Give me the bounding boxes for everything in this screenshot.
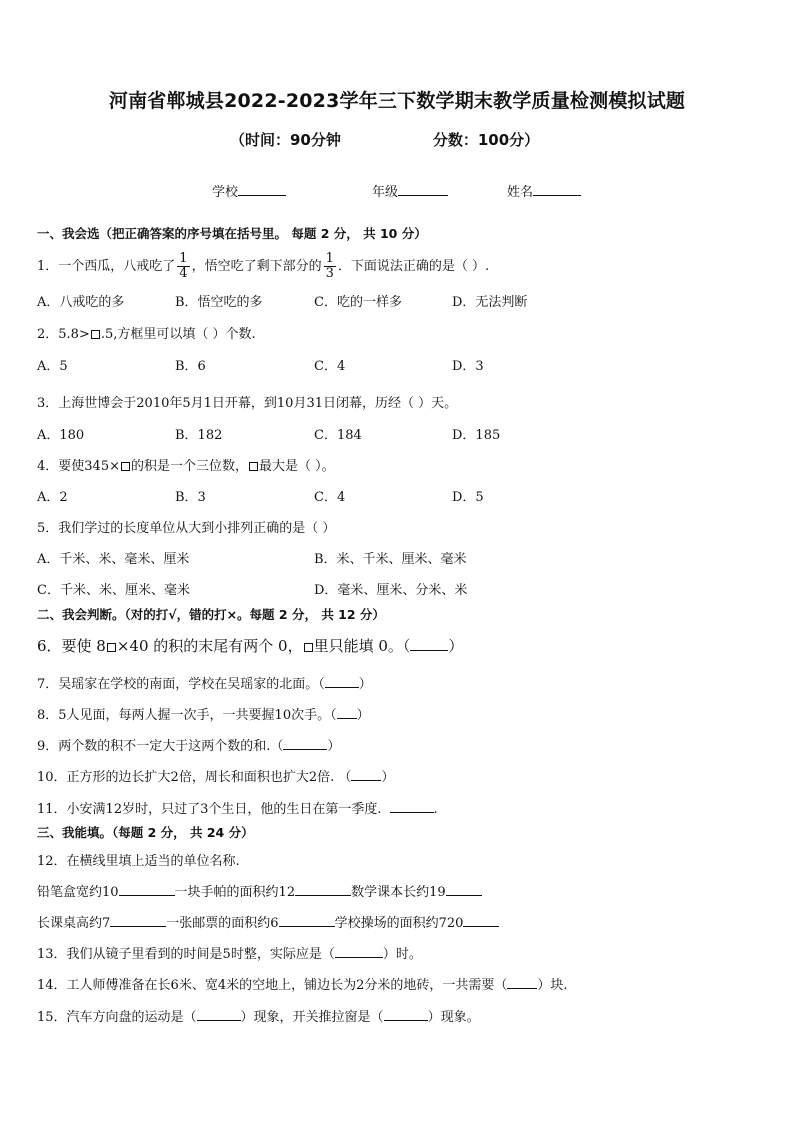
fraction-one-quarter: $\frac{1}{4}$ bbox=[179, 251, 188, 281]
page-title: 河南省郸城县2022-2023学年三下数学期末教学质量检测模拟试题 bbox=[108, 90, 686, 112]
question-10: 10．正方形的边长扩大2倍，周长和面积也扩大2倍. （ ） bbox=[37, 770, 395, 785]
q1-option-b: B．悟空吃的多 bbox=[175, 295, 263, 310]
q3-option-d: D．185 bbox=[452, 428, 501, 443]
question-2: 2．5.8> .5,方框里可以填（ ）个数. bbox=[37, 327, 256, 342]
question-9: 9．两个数的积不一定大于这两个数的和.（ ） bbox=[37, 739, 341, 754]
answer-blank[interactable] bbox=[325, 675, 359, 688]
q4-option-d: D．5 bbox=[452, 490, 484, 505]
exam-time: （时间：90分钟 bbox=[230, 131, 341, 149]
q5-option-d: D．毫米、厘米、分米、米 bbox=[314, 583, 468, 598]
question-5: 5．我们学过的长度单位从大到小排列正确的是（ ） bbox=[37, 521, 336, 536]
fraction-one-third: $\frac{1}{3}$ bbox=[325, 251, 334, 281]
q12-row-2: 长课桌高约7 一张邮票的面积约6 学校操场的面积约720 bbox=[37, 912, 499, 931]
q4-option-a: A．2 bbox=[37, 490, 68, 505]
answer-blank[interactable] bbox=[197, 1008, 241, 1021]
question-12: 12．在横线里填上适当的单位名称. bbox=[37, 854, 240, 869]
blank-box bbox=[107, 643, 116, 652]
answer-blank[interactable] bbox=[283, 737, 327, 750]
section3-heading: 三、我能填。（每题 2 分， 共 24 分） bbox=[37, 825, 254, 840]
q5-option-c: C．千米、米、厘米、毫米 bbox=[37, 583, 190, 598]
answer-blank[interactable] bbox=[351, 768, 381, 781]
exam-score: 分数：100分） bbox=[432, 131, 540, 149]
answer-blank[interactable] bbox=[337, 706, 357, 719]
q3-option-c: C．184 bbox=[314, 428, 362, 443]
question-6: 6．要使 8 ×40 的积的末尾有两个 0， 里只能填 0。（ ） bbox=[37, 637, 464, 655]
q2-option-b: B．6 bbox=[175, 359, 206, 374]
q5-option-a: A．千米、米、毫米、厘米 bbox=[37, 552, 190, 567]
q4-option-c: C．4 bbox=[314, 490, 346, 505]
q1-option-d: D．无法判断 bbox=[452, 295, 528, 310]
question-13: 13．我们从镜子里看到的时间是5时整，实际应是（ ）时。 bbox=[37, 947, 422, 962]
answer-blank[interactable] bbox=[279, 914, 335, 927]
answer-blank[interactable] bbox=[390, 800, 434, 813]
blank-box bbox=[91, 330, 100, 339]
blank-box bbox=[304, 643, 313, 652]
answer-blank[interactable] bbox=[295, 883, 351, 896]
q3-option-a: A．180 bbox=[37, 428, 85, 443]
grade-field: 年级 bbox=[372, 181, 448, 200]
question-4: 4．要使345× 的积是一个三位数， 最大是（ ）。 bbox=[37, 459, 335, 474]
question-8: 8．5人见面，每两人握一次手，一共要握10次手。（ ） bbox=[37, 708, 370, 723]
question-3: 3．上海世博会于2010年5月1日开幕，到10月31日闭幕，历经（ ）天。 bbox=[37, 396, 458, 411]
answer-blank[interactable] bbox=[410, 638, 448, 651]
name-field: 姓名 bbox=[507, 181, 581, 200]
section1-heading: 一、我会选（把正确答案的序号填在括号里。 每题 2 分， 共 10 分） bbox=[37, 226, 427, 241]
answer-blank[interactable] bbox=[463, 914, 499, 927]
q3-option-b: B．182 bbox=[175, 428, 223, 443]
question-1: 1．一个西瓜，八戒吃了 $\frac{1}{4}$ ，悟空吃了剩下部分的 $\frac{1}{3}$ ．下面说法正确的是（ ）. bbox=[37, 251, 490, 281]
answer-blank[interactable] bbox=[119, 883, 175, 896]
answer-blank[interactable] bbox=[384, 1008, 428, 1021]
question-7: 7．吴瑶家在学校的南面，学校在吴瑶家的北面。（ ） bbox=[37, 677, 372, 692]
question-14: 14．工人师傅准备在长6米、宽4米的空地上，铺边长为2分米的地砖，一共需要（ ）块. bbox=[37, 978, 568, 993]
q2-option-a: A．5 bbox=[37, 359, 68, 374]
answer-blank[interactable] bbox=[446, 883, 482, 896]
question-15: 15．汽车方向盘的运动是（ ）现象，开关推拉窗是（ ）现象。 bbox=[37, 1010, 480, 1025]
blank-box bbox=[249, 462, 258, 471]
exam-meta bbox=[230, 129, 539, 150]
section2-heading: 二、我会判断。（对的打√，错的打×。每题 2 分， 共 12 分） bbox=[37, 607, 385, 622]
q2-option-c: C．4 bbox=[314, 359, 346, 374]
answer-blank[interactable] bbox=[110, 914, 166, 927]
q2-option-d: D．3 bbox=[452, 359, 484, 374]
school-field: 学校 bbox=[212, 181, 286, 200]
blank-box bbox=[121, 462, 130, 471]
q1-option-a: A．八戒吃的多 bbox=[37, 295, 125, 310]
q4-option-b: B．3 bbox=[175, 490, 206, 505]
q5-option-b: B．米、千米、厘米、毫米 bbox=[314, 552, 467, 567]
answer-blank[interactable] bbox=[335, 945, 383, 958]
answer-blank[interactable] bbox=[507, 976, 537, 989]
q12-row-1: 铅笔盒宽约10 一块手帕的面积约12 数学课本长约19 bbox=[37, 881, 482, 900]
q1-option-c: C．吃的一样多 bbox=[314, 295, 402, 310]
question-11: 11．小安满12岁时，只过了3个生日，他的生日在第一季度. . bbox=[37, 802, 438, 817]
